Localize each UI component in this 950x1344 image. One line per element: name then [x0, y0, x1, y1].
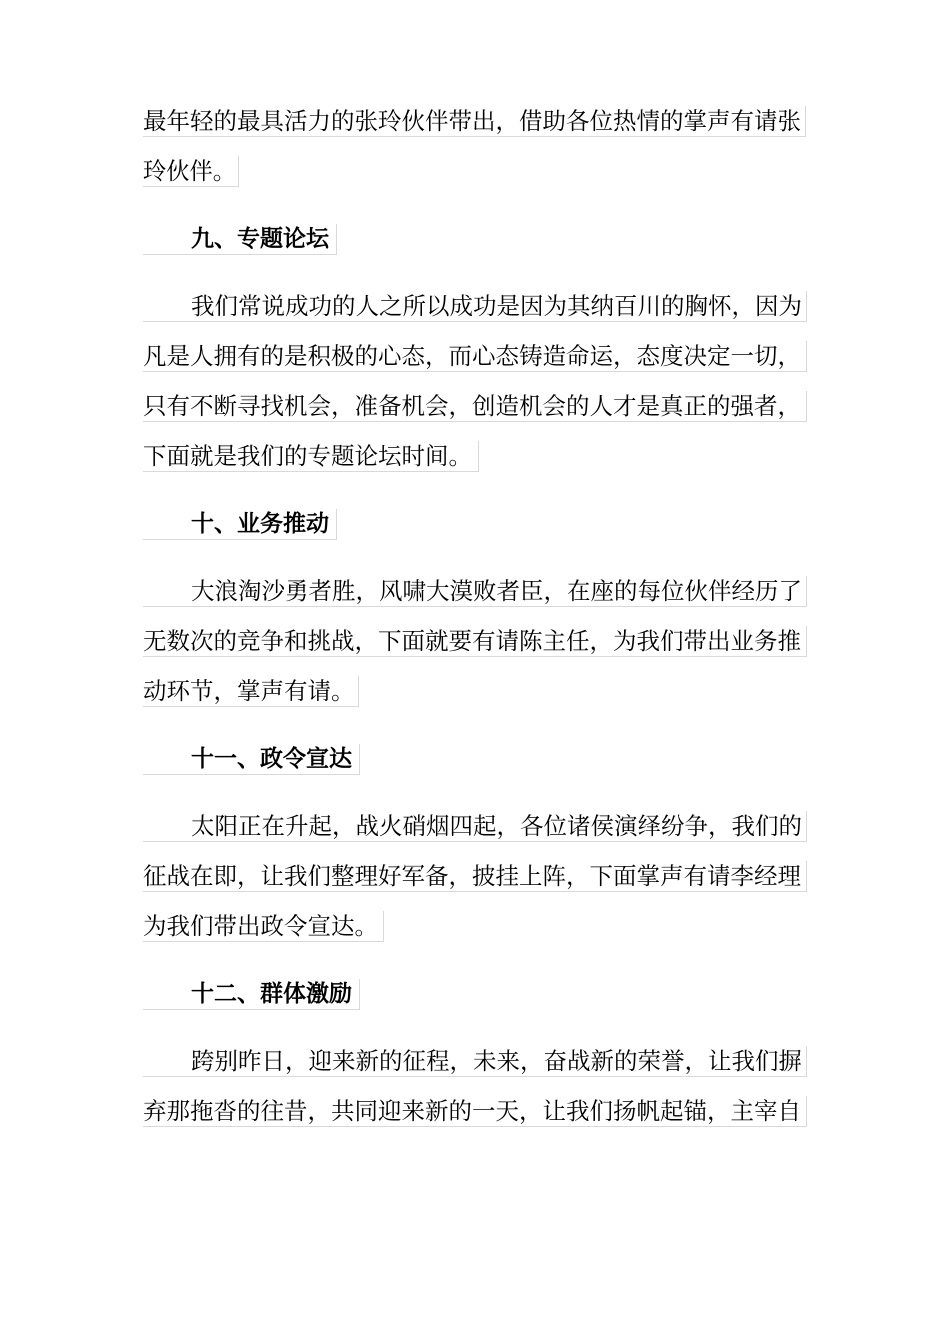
line-text: 凡是人拥有的是积极的心态，而心态铸造命运，态度决定一切，: [143, 342, 801, 370]
line-text: 弃那拖沓的往昔，共同迎来新的一天，让我们扬帆起锚，主宰自: [143, 1097, 801, 1125]
line-text: 无数次的竞争和挑战，下面就要有请陈主任，为我们带出业务推: [143, 627, 801, 655]
heading-text: 九、专题论坛: [191, 226, 329, 252]
paragraph-line: [143, 676, 359, 707]
paragraph-line: [143, 1096, 807, 1127]
heading-text: 十一、政令宣达: [191, 746, 352, 772]
line-text: 下面就是我们的专题论坛时间。: [143, 442, 472, 470]
paragraph-line: [143, 391, 807, 422]
section-heading-12: [143, 979, 360, 1010]
line-text: 跨别昨日，迎来新的征程，未来，奋战新的荣誉，让我们摒: [191, 1047, 802, 1075]
paragraph-line: [143, 156, 239, 187]
line-text: 最年轻的最具活力的张玲伙伴带出，借助各位热情的掌声有请张: [143, 107, 801, 135]
line-text: 玲伙伴。: [143, 157, 236, 185]
line-text: 动环节，掌声有请。: [143, 677, 355, 705]
paragraph-line: [143, 626, 807, 657]
section-heading-9: [143, 224, 337, 255]
line-text: 太阳正在升起，战火硝烟四起，各位诸侯演绎纷争，我们的: [191, 812, 802, 840]
paragraph-line: [143, 106, 806, 137]
section-heading-10: [143, 509, 337, 540]
paragraph-line: [143, 911, 384, 942]
paragraph-line: [143, 861, 807, 892]
line-text: 征战在即，让我们整理好军备，披挂上阵，下面掌声有请李经理: [143, 862, 801, 890]
paragraph-line: [143, 341, 807, 372]
line-text: 大浪淘沙勇者胜，风啸大漠败者臣，在座的每位伙伴经历了: [191, 577, 802, 605]
paragraph-line: [143, 811, 807, 842]
paragraph-line: [143, 441, 479, 472]
heading-text: 十、业务推动: [191, 511, 329, 537]
paragraph-line: [143, 576, 807, 607]
paragraph-line: [143, 291, 807, 322]
line-text: 我们常说成功的人之所以成功是因为其纳百川的胸怀，因为: [191, 292, 802, 320]
paragraph-line: [143, 1046, 807, 1077]
line-text: 为我们带出政令宣达。: [143, 912, 378, 940]
line-text: 只有不断寻找机会，准备机会，创造机会的人才是真正的强者，: [143, 392, 801, 420]
section-heading-11: [143, 744, 360, 775]
heading-text: 十二、群体激励: [191, 981, 352, 1007]
